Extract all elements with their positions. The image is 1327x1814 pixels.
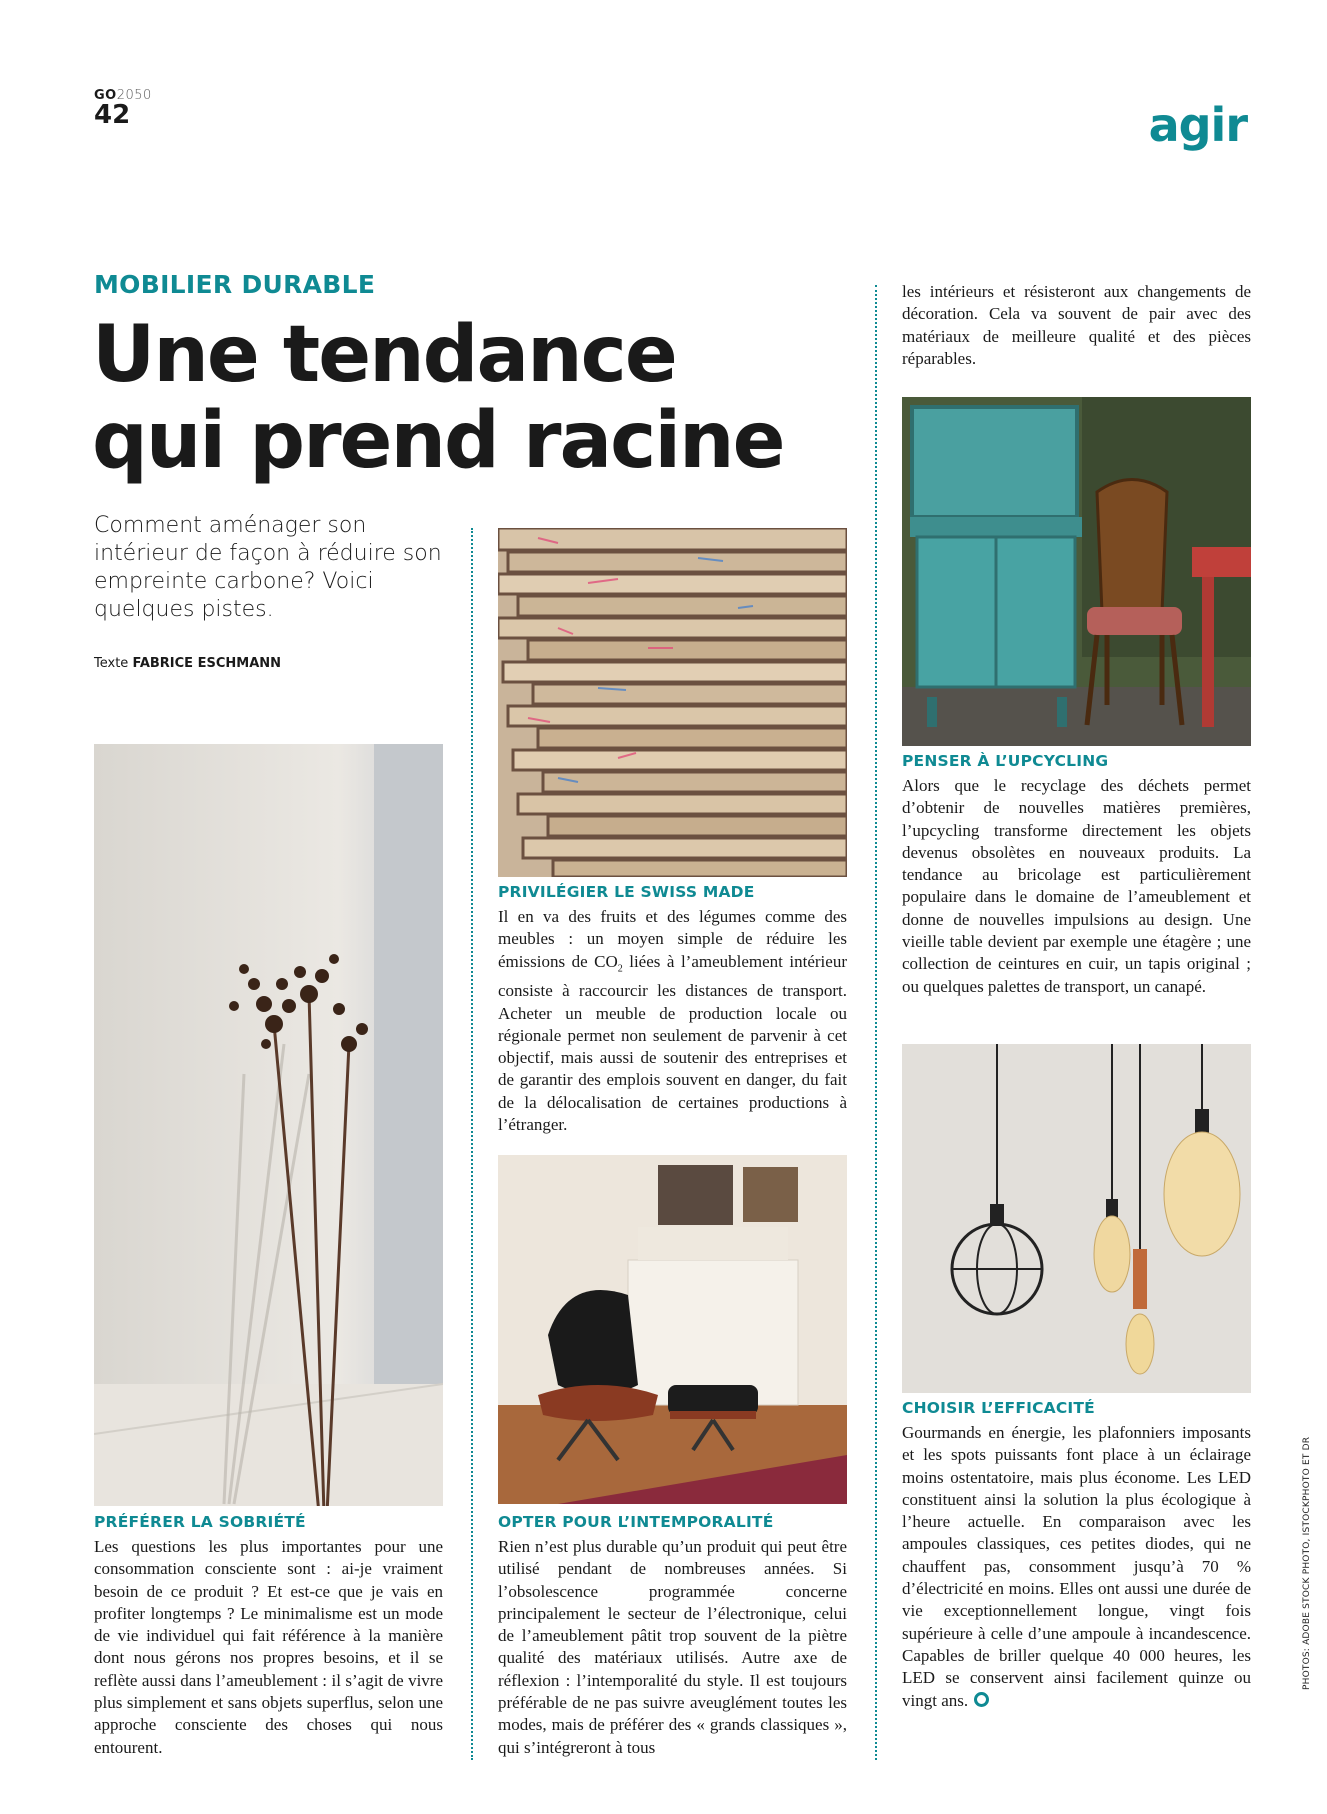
article-kicker: MOBILIER DURABLE (94, 270, 376, 299)
byline-author: FABRICE ESCHMANN (132, 656, 282, 671)
heading-efficacite: CHOISIR L’EFFICACITÉ (902, 1399, 1095, 1417)
body-upcycling: Alors que le recyclage des déchets permet d’obtenir de nouvelles matières premières, l’upcycling transforme directement les objets devenus obsolètes en nouveaux produits. La tendance au bricolage est particulièrement populaire dans le domaine de l’ameublement et donne de nouvelles impulsions au design. Une vieille table devient par exemple une étagère ; une collection de ceintures en cuir, un tapis original ; ou quelques palettes de transport, un canapé. (902, 776, 1251, 996)
magazine-year: 2050 (116, 88, 152, 103)
body-intemporalite-continued: les intérieurs et résisteront aux changements de décoration. Cela va souvent de pair avec des matériaux de meilleure qualité et des pièces réparables. (902, 282, 1251, 368)
body-swiss-made: Il en va des fruits et des légumes comme des meubles : un moyen simple de réduire les émissions de $CO_2$ liées à l’ameublement intérieur consiste à raccourcir les distances de transport. Acheter un meuble de production locale ou régionale permet non seulement de parvenir à cet objectif, mais aussi de soutenir des entreprises et de garantir des emplois souvent en danger, du fait de la délocalisation de certaines productions à l’étranger. (498, 907, 847, 1135)
heading-swiss-made: PRIVILÉGIER LE SWISS MADE (498, 883, 755, 901)
byline: Texte FABRICE ESCHMANN (94, 656, 282, 671)
photo-pendant-lamps (902, 1044, 1251, 1393)
co2-subscript: 2 (617, 962, 623, 974)
magazine-name: GO2050 (94, 88, 152, 103)
photo-lounge-chair (498, 1155, 847, 1504)
photo-dried-flowers (94, 744, 443, 1506)
article-lead: Comment aménager son intérieur de façon à réduire son empreinte carbone? Voici quelques pistes. (94, 513, 442, 622)
section-label: agir (1148, 98, 1247, 152)
heading-upcycling: PENSER À L’UPCYCLING (902, 752, 1109, 770)
column-divider-left (471, 528, 473, 1760)
body-sobriete: Les questions les plus importantes pour une consommation consciente sont : ai-je vraiment besoin de ce produit ? Et est-ce que je vais en profiter longtemps ? Le minimalisme est un mode de vie individuel qui fait référence à la manière dont nous gérons nos propres besoins, et il se reflète aussi dans l’ameublement : il s’agit de vivre plus simplement et sans objets superflus, selon une approche consciente des choses qui nous entourent. (94, 1537, 443, 1757)
photo-wood-planks (498, 528, 847, 877)
page-number: 42 (94, 100, 131, 130)
photo-credit: PHOTOS: ADOBE STOCK PHOTO, ISTOCKPHOTO ET DR (1302, 1436, 1312, 1690)
body-intemporalite: Rien n’est plus durable qu’un produit qui peut être utilisé pendant de nombreuses années. Si l’obsolescence programmée concerne principalement le secteur de l’électronique, celui de l’ameublement pâtit trop souvent de la piètre qualité des matériaux utilisés. Autre axe de réflexion : l’intemporalité du style. Il est toujours préférable de ne pas suivre aveuglément toutes les modes, mais de préférer des « grands classiques », qui s’intégreront à tous (498, 1537, 847, 1757)
column-divider-right (875, 285, 877, 1760)
article-title: Une tendance qui prend racine (92, 310, 784, 486)
body-efficacite: Gourmands en énergie, les plafonniers imposants et les spots puissants font place à un éclairage moins ostentatoire, mais plus économe. Les LED constituent ainsi la solution la plus écologique à l’heure actuelle. En comparaison avec les ampoules classiques, ces petites diodes, qui ne chauffent pas, consomment jusqu’à 70 % d’électricité en moins. Elles ont aussi une durée de vie exceptionnellement longue, vingt fois supérieure à celle d’une ampoule à incandescence. Capables de briller quelque 40 000 heures, les LED se conservent ainsi facilement quinze ou vingt ans. (902, 1423, 1251, 1710)
article-end-icon (974, 1692, 989, 1707)
heading-intemporalite: OPTER POUR L’INTEMPORALITÉ (498, 1513, 774, 1531)
heading-sobriete: PRÉFÉRER LA SOBRIÉTÉ (94, 1513, 306, 1531)
photo-upcycled-furniture (902, 397, 1251, 746)
